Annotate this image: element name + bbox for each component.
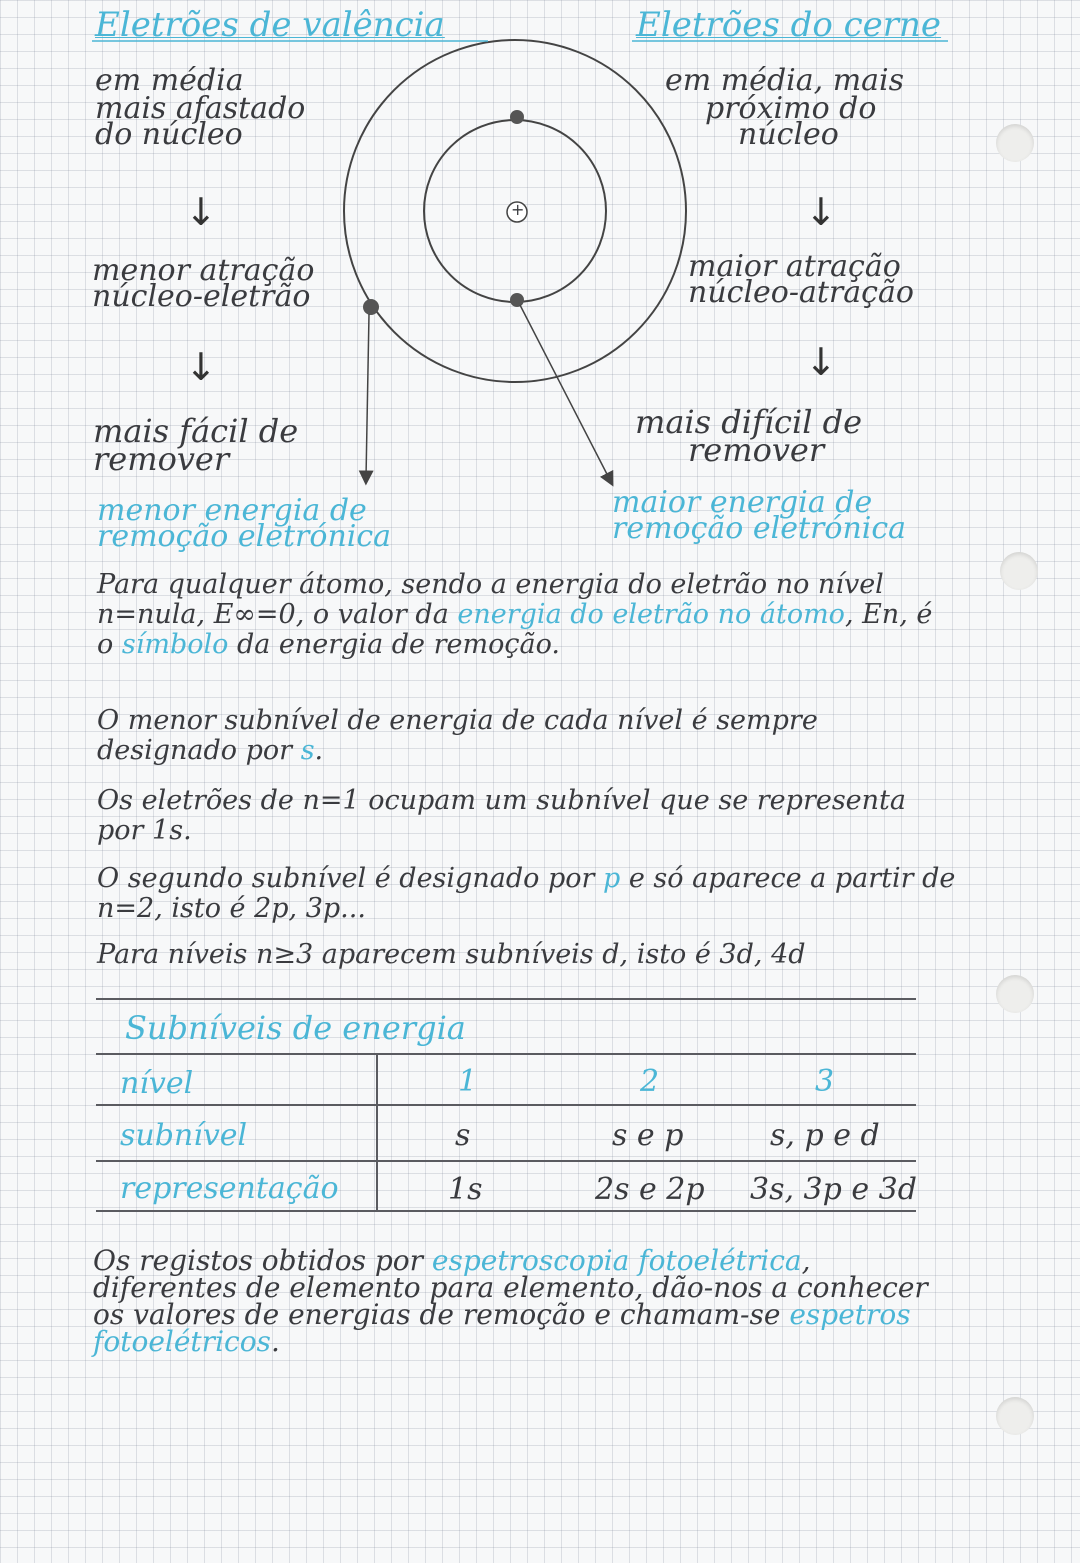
summary-text-c: , diferentes de elemento para elemento, dão-nos a conhecer os valores de energias de remoção e chamam-se [93, 1244, 928, 1331]
subnivel-2: s e p [612, 1118, 684, 1153]
right-energy-line-1: maior energia de [612, 485, 873, 520]
left-desc-line-3: do núcleo [95, 117, 243, 152]
left-attraction-line-1: menor atração [92, 253, 315, 288]
table-bottom-rule [96, 1210, 916, 1212]
p2-text-c: . [314, 735, 324, 766]
summary-highlight-spectra: espetros fotoelétricos [93, 1298, 911, 1358]
left-removal-line-1: mais fácil de [93, 412, 299, 450]
p1-text-c: , En, é o [97, 599, 933, 660]
subnivel-1: s [455, 1118, 471, 1153]
right-attraction-line-2: núcleo-atração [688, 275, 914, 310]
right-down-arrow-2: ↓ [805, 340, 837, 384]
p4-text-a: O segundo subnível é designado por [97, 863, 603, 894]
table-top-rule [96, 998, 916, 1000]
right-desc-line-2: próximo do [705, 91, 877, 126]
right-removal-line-1: mais difícil de [635, 403, 863, 441]
summary-text-e: . [270, 1325, 280, 1358]
p2-text-a: O menor subnível de energia de cada nível é sempre designado por [97, 705, 818, 766]
nivel-3: 3 [815, 1064, 835, 1099]
binder-hole-3 [996, 975, 1034, 1013]
left-down-arrow-1: ↓ [185, 190, 217, 234]
right-removal-line-2: remover [688, 431, 825, 469]
table-header-rule [96, 1053, 916, 1055]
paragraph-p-sublevel [97, 864, 957, 924]
right-desc-line-1: em média, mais [665, 63, 905, 98]
left-energy-line-2: remoção eletrónica [97, 519, 392, 554]
right-attraction-line-1: maior atração [688, 249, 901, 284]
table-row-rule-1 [96, 1104, 916, 1106]
outer-electron [363, 299, 379, 315]
summary-highlight-spectroscopy: espetroscopia fotoelétrica [431, 1244, 802, 1277]
inner-electron-top [510, 110, 524, 124]
right-down-arrow-1: ↓ [805, 190, 837, 234]
row-label-subnivel: subnível [120, 1118, 248, 1153]
right-energy-line-2: remoção eletrónica [612, 511, 907, 546]
p1-text-e: da energia de remoção. [228, 629, 560, 660]
left-desc-line-1: em média [95, 63, 244, 98]
nucleus-plus-sign: + [511, 200, 525, 219]
left-attraction-line-2: núcleo-eletrão [92, 279, 311, 314]
p1-highlight-energy: energia do eletrão no átomo [457, 599, 845, 630]
paragraph-n1-sublevel: Os eletrões de n=1 ocupam um subnível que se representa por 1s. [97, 785, 906, 846]
row-label-nivel: nível [120, 1066, 194, 1101]
nivel-1: 1 [458, 1064, 478, 1099]
atom-diagram [0, 0, 1080, 560]
row-label-representacao: representação [120, 1171, 339, 1206]
table-row-rule-2 [96, 1160, 916, 1162]
representacao-1: 1s [448, 1172, 483, 1207]
binder-hole-4 [996, 1397, 1034, 1435]
subnivel-3: s, p e d [770, 1118, 880, 1153]
left-desc-line-2: mais afastado [95, 91, 306, 126]
p4-text-c: e só aparece a partir de n=2, isto é 2p, 3p... [97, 863, 956, 924]
right-desc-line-3: núcleo [738, 117, 839, 152]
core-pointer-line [520, 305, 610, 480]
representacao-2: 2s e 2p [595, 1172, 705, 1207]
paragraph-energy-definition [97, 570, 957, 660]
summary-text-a: Os registos obtidos por [93, 1244, 432, 1277]
left-energy-line-1: menor energia de [97, 493, 367, 528]
p1-highlight-symbol: símbolo [121, 629, 229, 660]
representacao-3: 3s, 3p e 3d [750, 1172, 917, 1207]
p1-text-a: Para qualquer átomo, sendo a energia do eletrão no nível n=nula, E∞=0, o valor da [97, 569, 884, 630]
inner-electron-bottom [510, 293, 524, 307]
paragraph-photoelectric-spectra [93, 1244, 943, 1358]
p4-highlight-p: p [602, 863, 621, 894]
table-column-rule [376, 1053, 378, 1210]
paragraph-d-sublevel: Para níveis n≥3 aparecem subníveis d, isto é 3d, 4d [97, 939, 806, 970]
core-electrons-title: Eletrões do cerne [636, 5, 942, 45]
nivel-2: 2 [640, 1064, 660, 1099]
paragraph-lowest-sublevel [97, 706, 957, 766]
valence-pointer-line [366, 314, 369, 478]
p2-highlight-s: s [300, 735, 315, 766]
left-removal-line-2: remover [93, 440, 230, 478]
table-title: Subníveis de energia [125, 1009, 466, 1047]
left-down-arrow-2: ↓ [185, 345, 217, 389]
valence-electrons-title: Eletrões de valência [95, 5, 445, 45]
